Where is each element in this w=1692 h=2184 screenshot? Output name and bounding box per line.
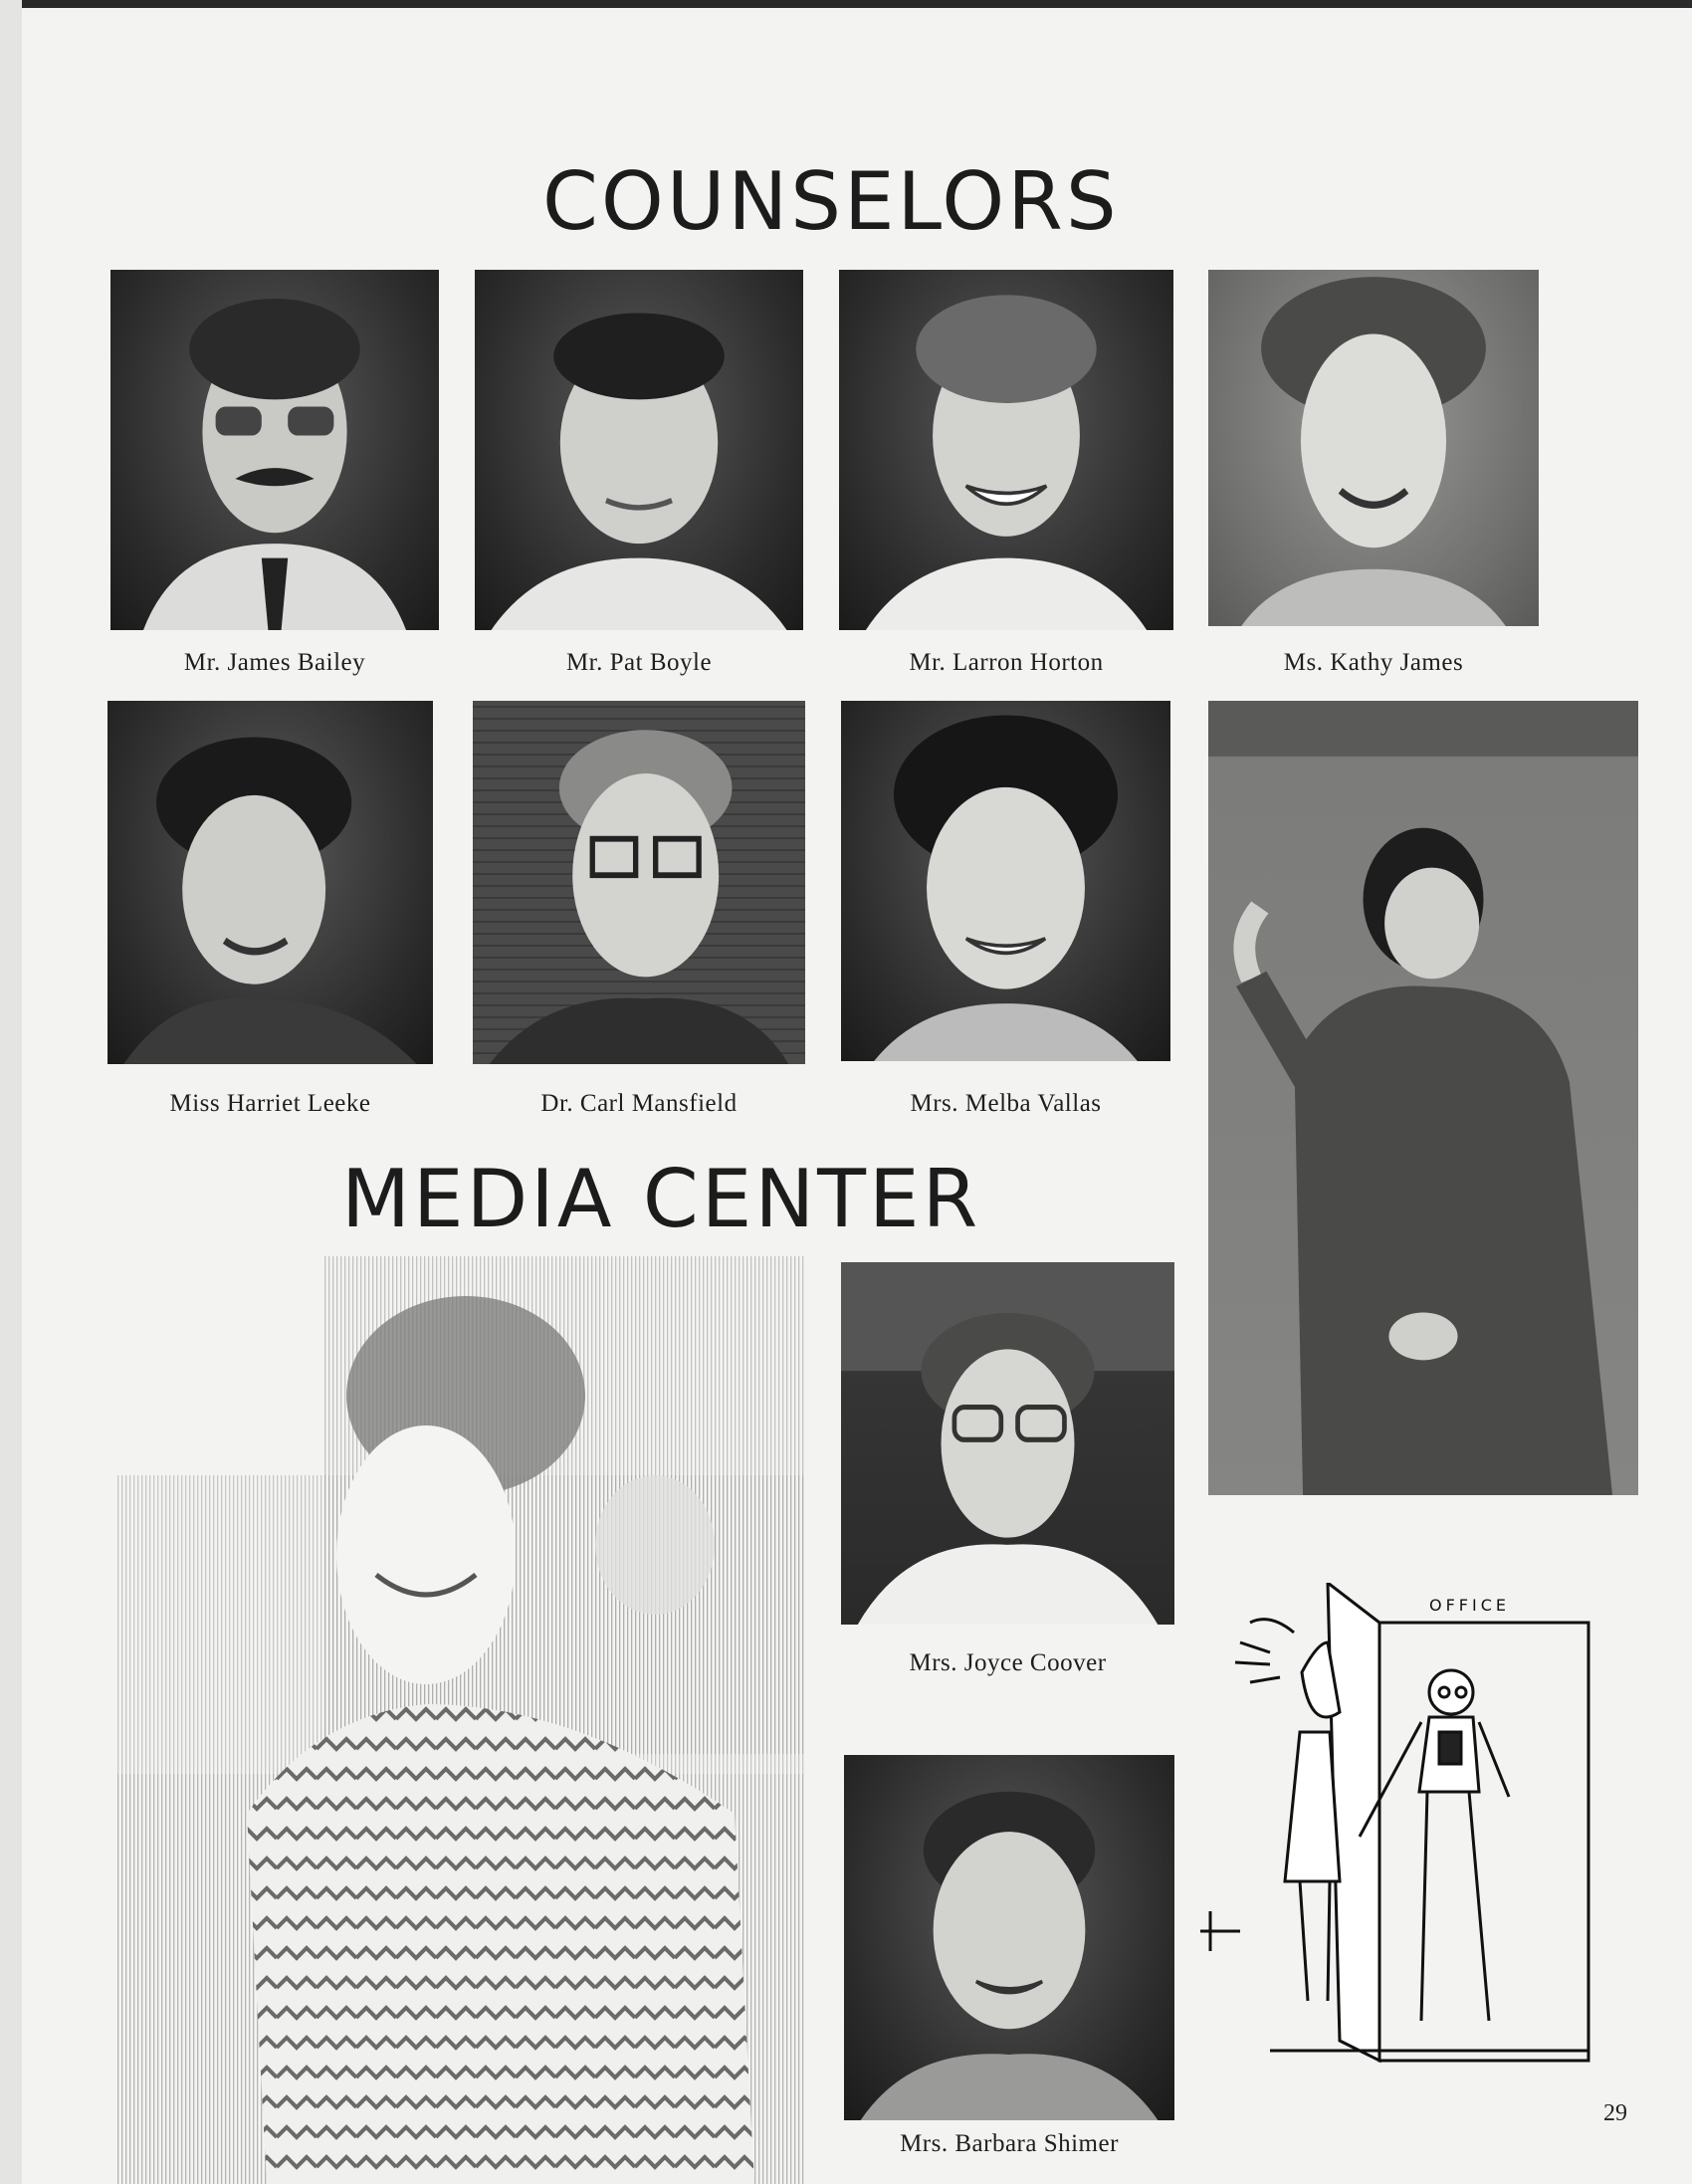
portrait-carl-mansfield xyxy=(473,701,805,1064)
candid-photo-counselor xyxy=(1208,701,1638,1495)
portrait-barbara-shimer xyxy=(844,1755,1174,2120)
office-door-sign: OFFICE xyxy=(1429,1596,1510,1615)
caption-kathy-james: Ms. Kathy James xyxy=(1283,649,1464,676)
portrait-harriet-leeke xyxy=(107,701,433,1064)
portrait-melba-vallas xyxy=(841,701,1170,1061)
page-number: 29 xyxy=(1603,2100,1627,2126)
media-center-heading: MEDIA CENTER xyxy=(341,1153,981,1245)
caption-barbara-shimer: Mrs. Barbara Shimer xyxy=(900,2130,1119,2157)
caption-james-bailey: Mr. James Bailey xyxy=(183,649,366,676)
portrait-kathy-james xyxy=(1208,270,1539,626)
portrait-pat-boyle xyxy=(475,270,803,630)
portrait-joyce-coover xyxy=(841,1262,1174,1625)
caption-joyce-coover: Mrs. Joyce Coover xyxy=(909,1649,1107,1676)
caption-carl-mansfield: Dr. Carl Mansfield xyxy=(540,1090,738,1117)
portrait-james-bailey xyxy=(110,270,439,630)
page-left-edge xyxy=(0,0,22,2184)
office-cartoon-illustration xyxy=(1190,1583,1608,2100)
caption-pat-boyle: Mr. Pat Boyle xyxy=(565,649,713,676)
caption-harriet-leeke: Miss Harriet Leeke xyxy=(169,1090,371,1117)
portrait-larron-horton xyxy=(839,270,1173,630)
caption-larron-horton: Mr. Larron Horton xyxy=(909,649,1104,676)
caption-melba-vallas: Mrs. Melba Vallas xyxy=(910,1090,1102,1117)
media-center-candid-photo xyxy=(117,1256,806,2184)
counselors-heading: COUNSELORS xyxy=(542,155,1120,248)
page-top-edge xyxy=(0,0,1692,8)
